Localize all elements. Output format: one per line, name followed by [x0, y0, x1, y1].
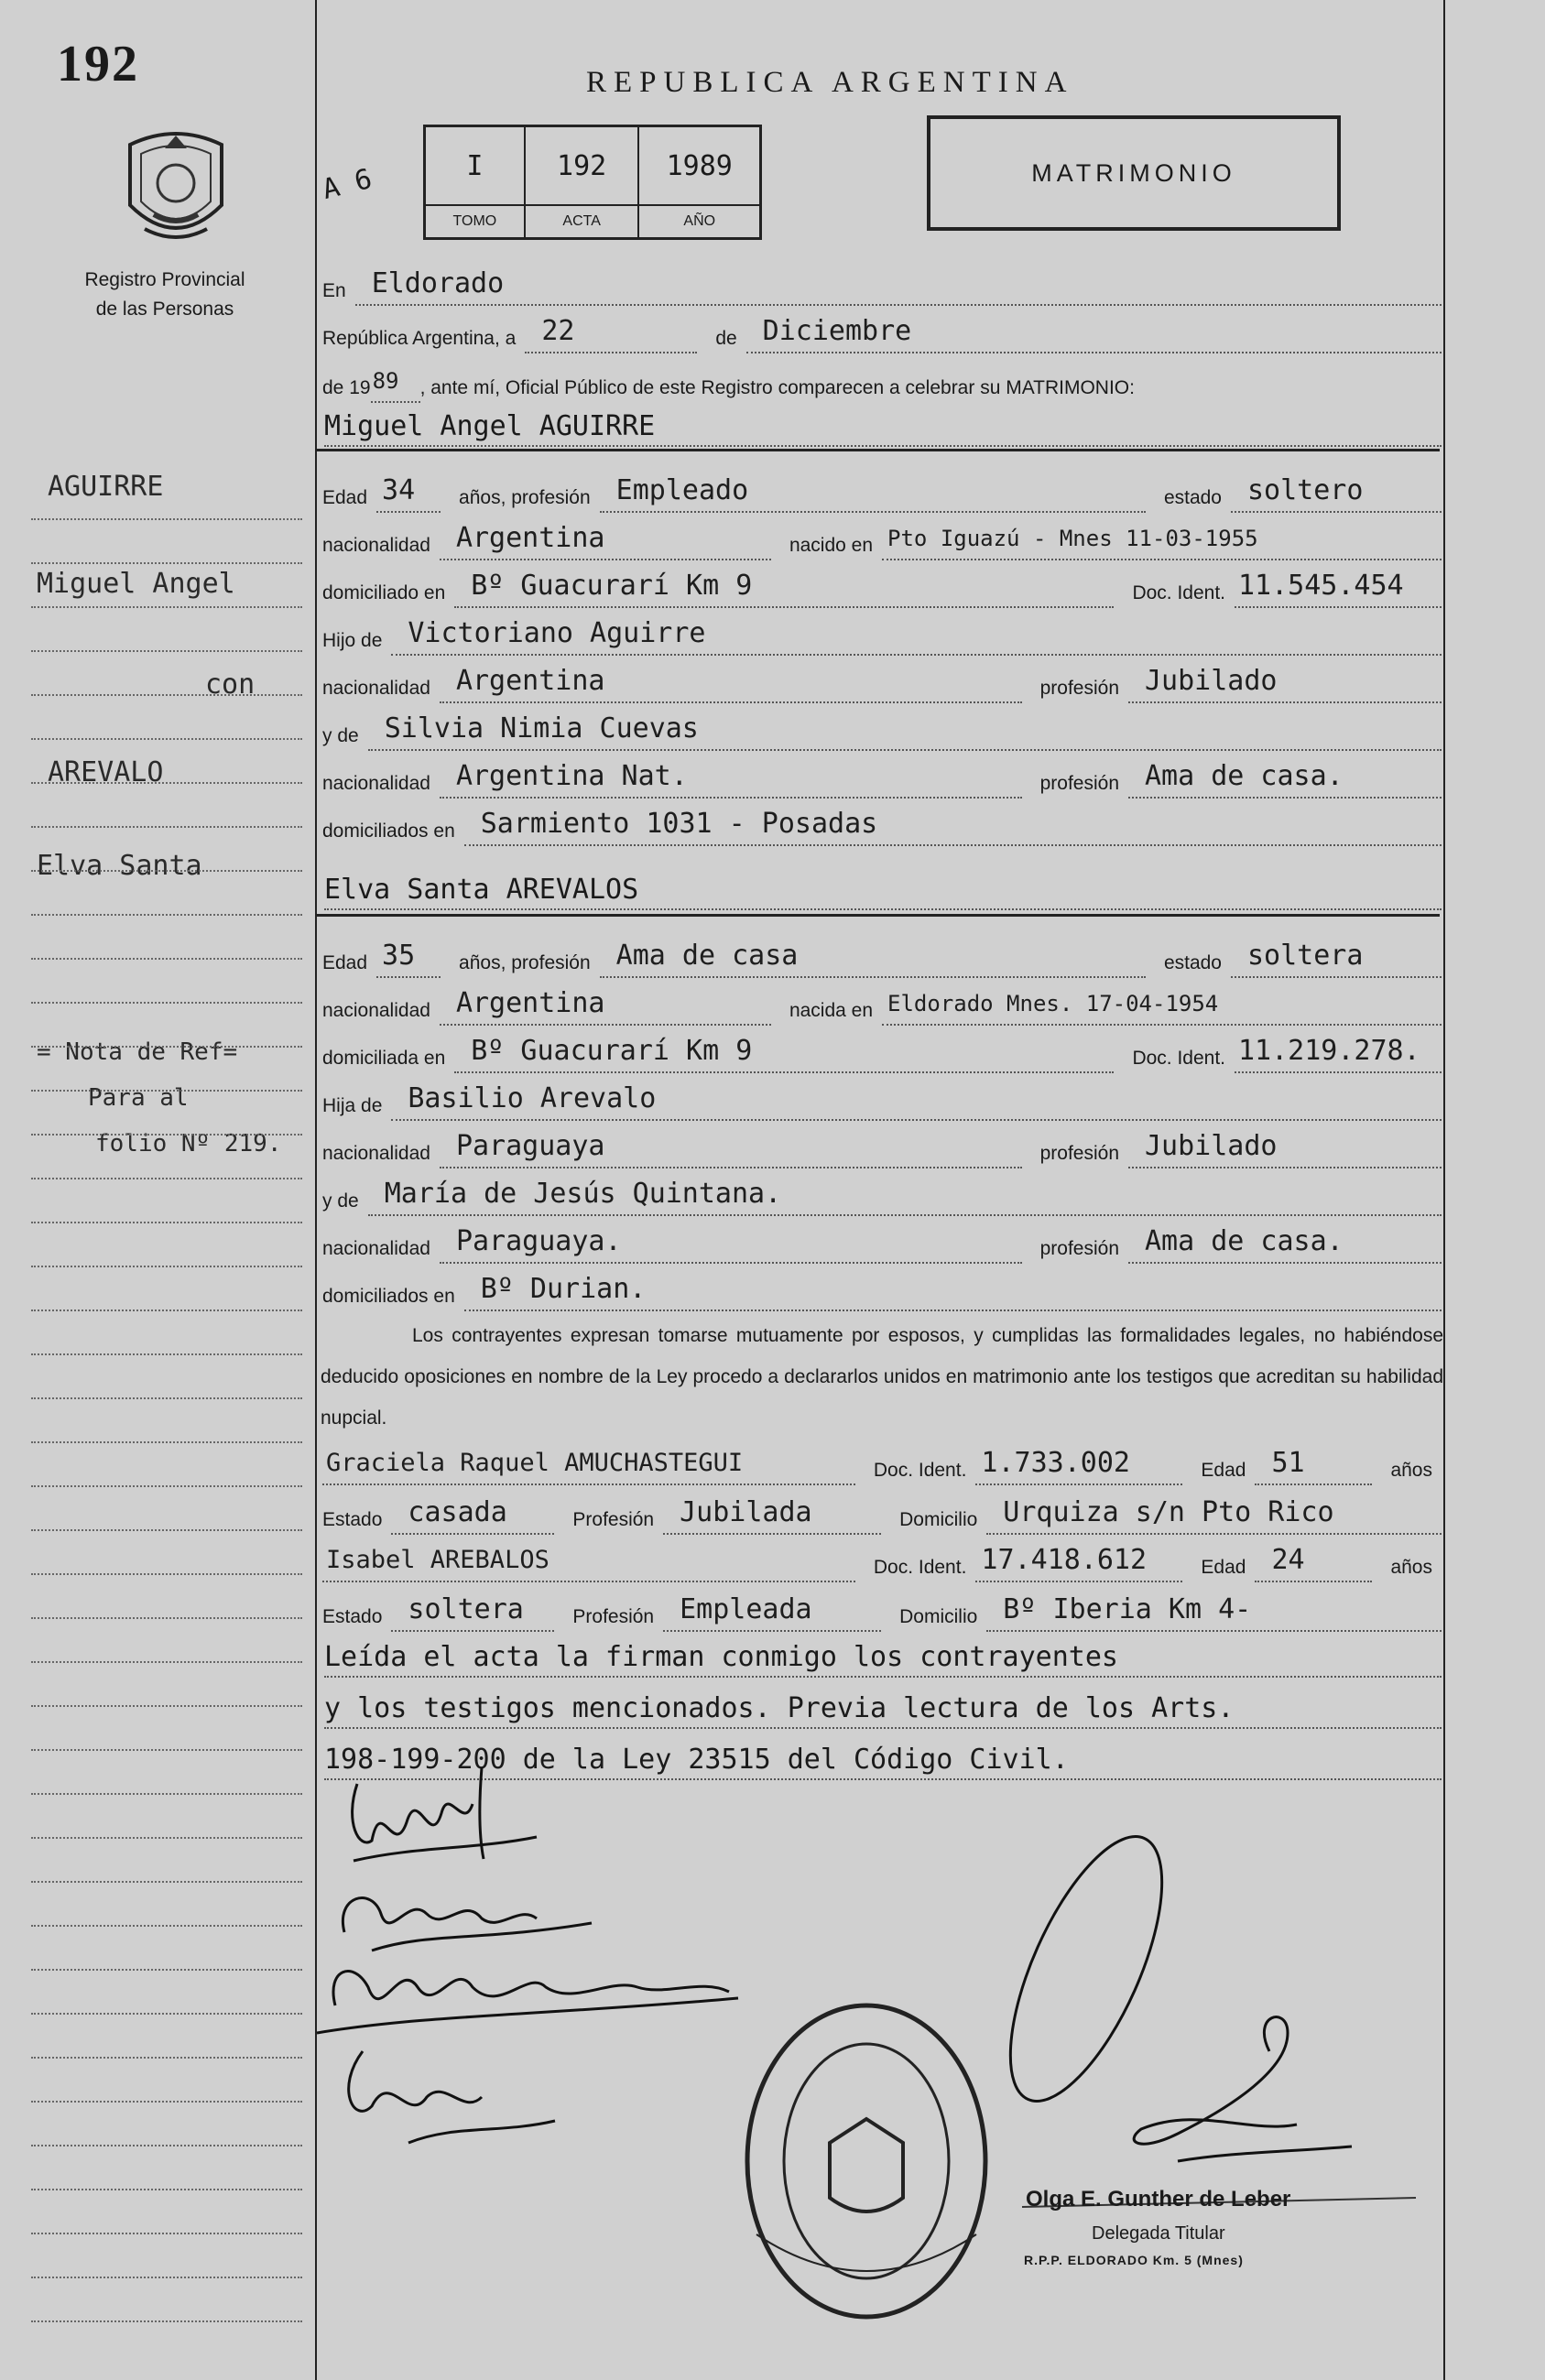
closing-line-1: Leída el acta la firman conmigo los contrayentes [324, 1639, 1442, 1678]
groom-parents-addr-label: domiciliados en [322, 821, 455, 842]
sheet-number: 192 [57, 36, 139, 92]
official-signature [1134, 2017, 1352, 2161]
signature-flourish [980, 1817, 1193, 2121]
groom-mother: Silvia Nimia Cuevas [368, 711, 1442, 751]
bride-parents-address-row [322, 1271, 1442, 1311]
witness-2-edad-label: Edad [1201, 1557, 1246, 1578]
official-title: Delegada Titular [1092, 2223, 1225, 2244]
bride-father-label: Hija de [322, 1095, 383, 1116]
witness-1-name: Graciela Raquel AMUCHASTEGUI [322, 1445, 855, 1485]
date-row [322, 313, 1442, 353]
country-heading: REPUBLICA ARGENTINA [586, 66, 1074, 99]
bride-address-row [322, 1033, 1442, 1073]
witness-2-estado-label: Estado [322, 1606, 383, 1627]
witness-1-doc-label: Doc. Ident. [873, 1460, 967, 1481]
groom-nacionalidad-label: nacionalidad [322, 535, 430, 556]
groom-father-nat-label: nacionalidad [322, 678, 430, 699]
witness-1-doc: 1.733.002 [975, 1445, 1182, 1485]
bride-parents-address: Bº Durian. [464, 1271, 1442, 1311]
signatures-and-seal [317, 1758, 1453, 2363]
bride-father-prof-label: profesión [1039, 1143, 1119, 1164]
record-type-box: MATRIMONIO [927, 115, 1341, 231]
witness-1-edad-label: Edad [1201, 1460, 1246, 1481]
witness-2-status: soltera [391, 1592, 554, 1632]
witness-2-doc: 17.418.612 [975, 1542, 1182, 1582]
witness-1-age: 51 [1255, 1445, 1372, 1485]
groom-birthplace: Pto Iguazú - Mnes 11-03-1955 [882, 520, 1442, 560]
bride-mother-info-row [322, 1223, 1442, 1264]
witness-2-row [322, 1542, 1442, 1582]
margin-note-line-3: folio Nº 219. [95, 1130, 282, 1157]
month-value: Diciembre [746, 313, 1442, 353]
bride-profesion-label: años, profesión [459, 952, 591, 973]
closing-line-3: 198-199-200 de la Ley 23515 del Código Civil. [324, 1742, 1442, 1780]
bride-nacionalidad-label: nacionalidad [322, 1000, 430, 1021]
groom-father-info-row [322, 663, 1442, 703]
witness-1-signature [317, 1972, 738, 2033]
bride-mother-nationality: Paraguaya. [440, 1223, 1022, 1264]
witness-1-profession: Jubilada [663, 1494, 881, 1535]
year-label: de 19 [322, 377, 371, 398]
bride-status: soltera [1231, 938, 1442, 978]
tomo-label: TOMO [426, 206, 526, 237]
ano-label: AÑO [683, 213, 716, 229]
groom-mother-label: y de [322, 725, 359, 746]
groom-status: soltero [1231, 473, 1442, 513]
witness-1-address: Urquiza s/n Pto Rico [986, 1494, 1442, 1535]
groom-profession: Empleado [600, 473, 1146, 513]
bride-nationality-row [322, 985, 1442, 1026]
witness-1-prof-label: Profesión [572, 1509, 655, 1530]
groom-address: Bº Guacurarí Km 9 [454, 568, 1114, 608]
bride-edad-label: Edad [322, 952, 368, 973]
bride-mother-row [322, 1176, 1442, 1216]
groom-domicilio-label: domiciliado en [322, 582, 446, 603]
groom-mother-prof-label: profesión [1039, 773, 1119, 794]
place-value: Eldorado [355, 266, 1442, 306]
margin-bride-surname: AREVALO [48, 756, 164, 788]
bride-age-row [322, 938, 1442, 978]
year-row [322, 363, 1442, 403]
ano-value: 1989 [666, 149, 733, 182]
year-value: 89 [371, 363, 420, 403]
groom-mother-nationality: Argentina Nat. [440, 758, 1022, 799]
groom-mother-profession: Ama de casa. [1128, 758, 1442, 799]
witness-1-dom-label: Domicilio [899, 1509, 978, 1530]
groom-profesion-label: años, profesión [459, 487, 591, 508]
margin-note-line-1: = Nota de Ref= [37, 1038, 238, 1066]
witness-2-prof-label: Profesión [572, 1606, 655, 1627]
registry-line-1: Registro Provincial [84, 269, 245, 290]
groom-mother-nat-label: nacionalidad [322, 773, 430, 794]
margin-note-line-2: Para al [88, 1084, 189, 1112]
margin-groom-names: Miguel Angel [37, 568, 235, 600]
bride-signature [343, 1898, 592, 1951]
witness-1-row [322, 1445, 1442, 1485]
bride-name: Elva Santa AREVALOS [324, 872, 1442, 910]
groom-nationality: Argentina [440, 520, 771, 560]
official-name: Olga E. Gunther de Leber [1026, 2187, 1291, 2212]
groom-signature [353, 1767, 537, 1861]
tomo-value: I [426, 127, 526, 204]
bride-domicilio-label: domiciliada en [322, 1048, 446, 1069]
witness-2-anos-label: años [1390, 1557, 1432, 1578]
record-number-box [423, 125, 762, 240]
bride-father-profession: Jubilado [1128, 1128, 1442, 1168]
groom-edad-label: Edad [322, 487, 368, 508]
groom-father-profession: Jubilado [1128, 663, 1442, 703]
groom-address-row [322, 568, 1442, 608]
bride-father-nationality: Paraguaya [440, 1128, 1022, 1168]
groom-father-nationality: Argentina [440, 663, 1022, 703]
witness-1-info-row [322, 1494, 1442, 1535]
bride-father-info-row [322, 1128, 1442, 1168]
closing-line-2: y los testigos mencionados. Previa lectura de los Arts. [324, 1690, 1442, 1729]
bride-father-nat-label: nacionalidad [322, 1143, 430, 1164]
registry-line-2: de las Personas [95, 299, 234, 320]
witness-2-dom-label: Domicilio [899, 1606, 978, 1627]
groom-estado-label: estado [1163, 487, 1222, 508]
witness-2-signature [349, 2051, 555, 2143]
margin-bride-names: Elva Santa [37, 850, 202, 882]
groom-age-row [322, 473, 1442, 513]
bride-nacida-label: nacida en [789, 1000, 874, 1021]
groom-father-label: Hijo de [322, 630, 383, 651]
groom-age: 34 [376, 473, 441, 513]
groom-name: Miguel Angel AGUIRRE [324, 408, 1442, 447]
place-row [322, 266, 1442, 306]
bride-profession: Ama de casa [600, 938, 1146, 978]
bride-mother-nat-label: nacionalidad [322, 1238, 430, 1259]
bride-address: Bº Guacurarí Km 9 [454, 1033, 1114, 1073]
bride-section-rule [317, 914, 1440, 917]
groom-father-row [322, 615, 1442, 656]
groom-mother-info-row [322, 758, 1442, 799]
witness-2-profession: Empleada [663, 1592, 881, 1632]
groom-parents-address-row [322, 806, 1442, 846]
groom-parents-address: Sarmiento 1031 - Posadas [464, 806, 1442, 846]
bride-mother-prof-label: profesión [1039, 1238, 1119, 1259]
margin-groom-surname: AGUIRRE [48, 471, 164, 503]
declaration-text: Los contrayentes expresan tomarse mutuamente por esposos, y cumplidas las formalidades legales, no habiéndose deducido oposiciones en nombre de la Ley procedo a declararlos unidos en matrimonio ante los testigos que acreditan su habilidad nupcial. [321, 1325, 1443, 1429]
groom-nationality-row [322, 520, 1442, 560]
pre-note: A 6 [319, 162, 375, 207]
witness-2-info-row [322, 1592, 1442, 1632]
bride-mother: María de Jesús Quintana. [368, 1176, 1442, 1216]
bride-doc: 11.219.278. [1235, 1033, 1442, 1073]
witness-2-address: Bº Iberia Km 4- [986, 1592, 1442, 1632]
bride-estado-label: estado [1163, 952, 1222, 973]
witness-2-doc-label: Doc. Ident. [873, 1557, 967, 1578]
witness-2-age: 24 [1255, 1542, 1372, 1582]
groom-doc: 11.545.454 [1235, 568, 1442, 608]
bride-birthplace: Eldorado Mnes. 17-04-1954 [882, 985, 1442, 1026]
witness-1-status: casada [391, 1494, 554, 1535]
groom-mother-row [322, 711, 1442, 751]
groom-nacido-label: nacido en [789, 535, 874, 556]
bride-mother-profession: Ama de casa. [1128, 1223, 1442, 1264]
bride-parents-addr-label: domiciliados en [322, 1286, 455, 1307]
witness-1-anos-label: años [1390, 1460, 1432, 1481]
registry-round-stamp [747, 2005, 985, 2317]
en-label: En [322, 280, 346, 301]
witness-1-estado-label: Estado [322, 1509, 383, 1530]
acta-value: 192 [526, 127, 640, 204]
margin-con: con [205, 668, 256, 701]
bride-age: 35 [376, 938, 441, 978]
bride-father: Basilio Arevalo [391, 1081, 1442, 1121]
day-value: 22 [525, 313, 697, 353]
registry-name [55, 266, 275, 324]
provincial-seal-icon [117, 126, 234, 255]
bride-father-row [322, 1081, 1442, 1121]
de-label: de [715, 328, 737, 349]
bride-mother-label: y de [322, 1190, 359, 1212]
bride-nationality: Argentina [440, 985, 771, 1026]
groom-section-rule [317, 449, 1440, 451]
appear-text: , ante mí, Oficial Público de este Registro comparecen a celebrar su MATRIMONIO: [419, 377, 1135, 398]
official-address: R.P.P. ELDORADO Km. 5 (Mnes) [1024, 2253, 1244, 2267]
witness-2-name: Isabel AREBALOS [322, 1542, 855, 1582]
bride-doc-label: Doc. Ident. [1132, 1048, 1225, 1069]
republica-label: República Argentina, a [322, 328, 517, 349]
groom-doc-label: Doc. Ident. [1132, 582, 1225, 603]
acta-label: ACTA [526, 206, 640, 237]
groom-father: Victoriano Aguirre [391, 615, 1442, 656]
groom-father-prof-label: profesión [1039, 678, 1119, 699]
